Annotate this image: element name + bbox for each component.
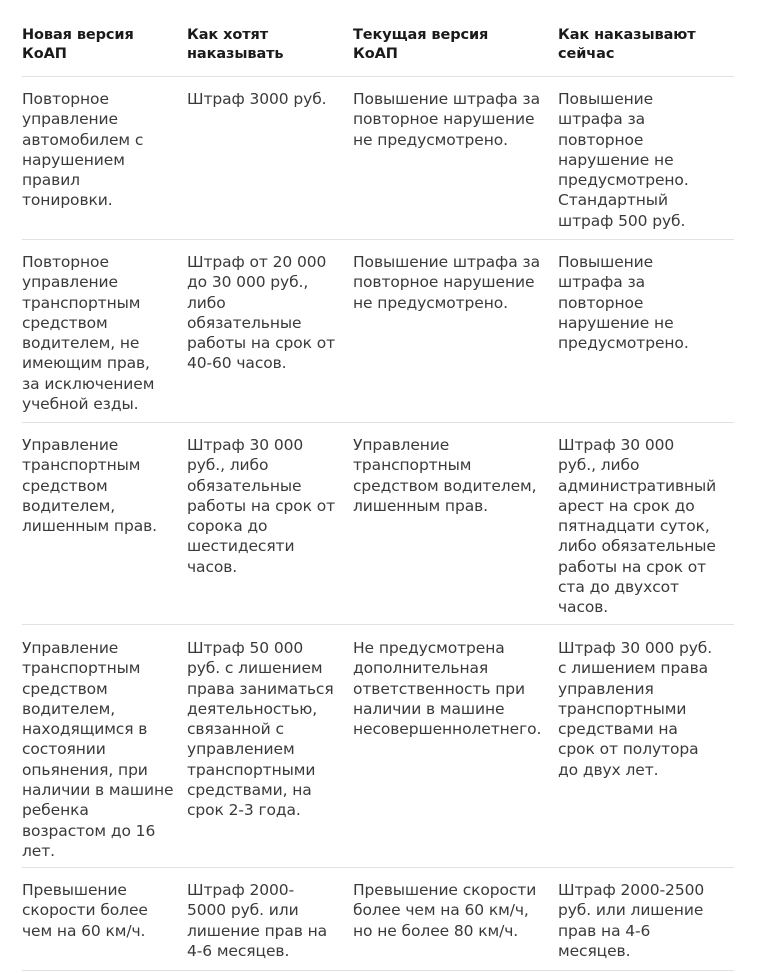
- table-row: [22, 625, 734, 868]
- cell-current-penalty: Повышение штрафа за повторное нарушение не предусмотрено.: [558, 253, 689, 353]
- cell-proposed-penalty: Штраф 3000 руб.: [187, 90, 327, 108]
- cell-new-version: Повторное управление транспортным средством водителем, не имеющим прав, за исключением учебной езды.: [22, 253, 155, 414]
- cell-current-penalty: Штраф 30 000 руб., либо административный арест на срок до пятнадцати суток, либо обязательные работы на срок от ста до двухсот часов.: [558, 436, 717, 617]
- cell-proposed-penalty: Штраф 50 000 руб. с лишением права заниматься деятельностью, связанной с управлением транспортными средствами, на срок 2-3 года.: [187, 639, 334, 820]
- table-header-row: [22, 18, 734, 77]
- cell-new-version: Управление транспортным средством водителем, лишенным прав.: [22, 436, 157, 536]
- cell-proposed-penalty: Штраф 2000- 5000 руб. или лишение прав на 4-6 месяцев.: [187, 881, 328, 960]
- table-row: [22, 868, 734, 971]
- cell-current-penalty: Повышение штрафа за повторное нарушение не предусмотрено. Стандартный штраф 500 руб.: [558, 90, 689, 230]
- header-current-version: Текущая версия КоАП: [353, 27, 489, 62]
- cell-current-version: Превышение скорости более чем на 60 км/ч, но не более 80 км/ч.: [353, 881, 537, 940]
- cell-current-version: Не предусмотрена дополнительная ответственность при наличии в машине несовершеннолетнего.: [353, 639, 542, 739]
- cell-current-penalty: Штраф 2000-2500 руб. или лишение прав на 4-6 месяцев.: [558, 881, 705, 960]
- cell-new-version: Повторное управление автомобилем с нарушением правил тонировки.: [22, 90, 144, 210]
- table-row: [22, 77, 734, 240]
- comparison-table: [22, 18, 734, 971]
- header-proposed-penalty: Как хотят наказывать: [187, 27, 284, 62]
- cell-proposed-penalty: Штраф от 20 000 до 30 000 руб., либо обязательные работы на срок от 40-60 часов.: [187, 253, 336, 373]
- cell-new-version: Превышение скорости более чем на 60 км/ч.: [22, 881, 148, 940]
- cell-current-version: Управление транспортным средством водителем, лишенным прав.: [353, 436, 537, 515]
- header-new-version: Новая версия КоАП: [22, 27, 134, 62]
- cell-new-version: Управление транспортным средством водителем, находящимся в состоянии опьянения, при наличии в машине ребенка возрастом до 16 лет.: [22, 639, 174, 860]
- cell-current-version: Повышение штрафа за повторное нарушение не предусмотрено.: [353, 90, 540, 149]
- cell-proposed-penalty: Штраф 30 000 руб., либо обязательные работы на срок от сорока до шестидесяти часов.: [187, 436, 336, 576]
- cell-current-version: Повышение штрафа за повторное нарушение не предусмотрено.: [353, 253, 540, 312]
- table-row: [22, 423, 734, 625]
- header-current-penalty: Как наказывают сейчас: [558, 27, 696, 62]
- table-row: [22, 240, 734, 423]
- cell-current-penalty: Штраф 30 000 руб. с лишением права управления транспортными средствами на срок от полутора до двух лет.: [558, 639, 713, 779]
